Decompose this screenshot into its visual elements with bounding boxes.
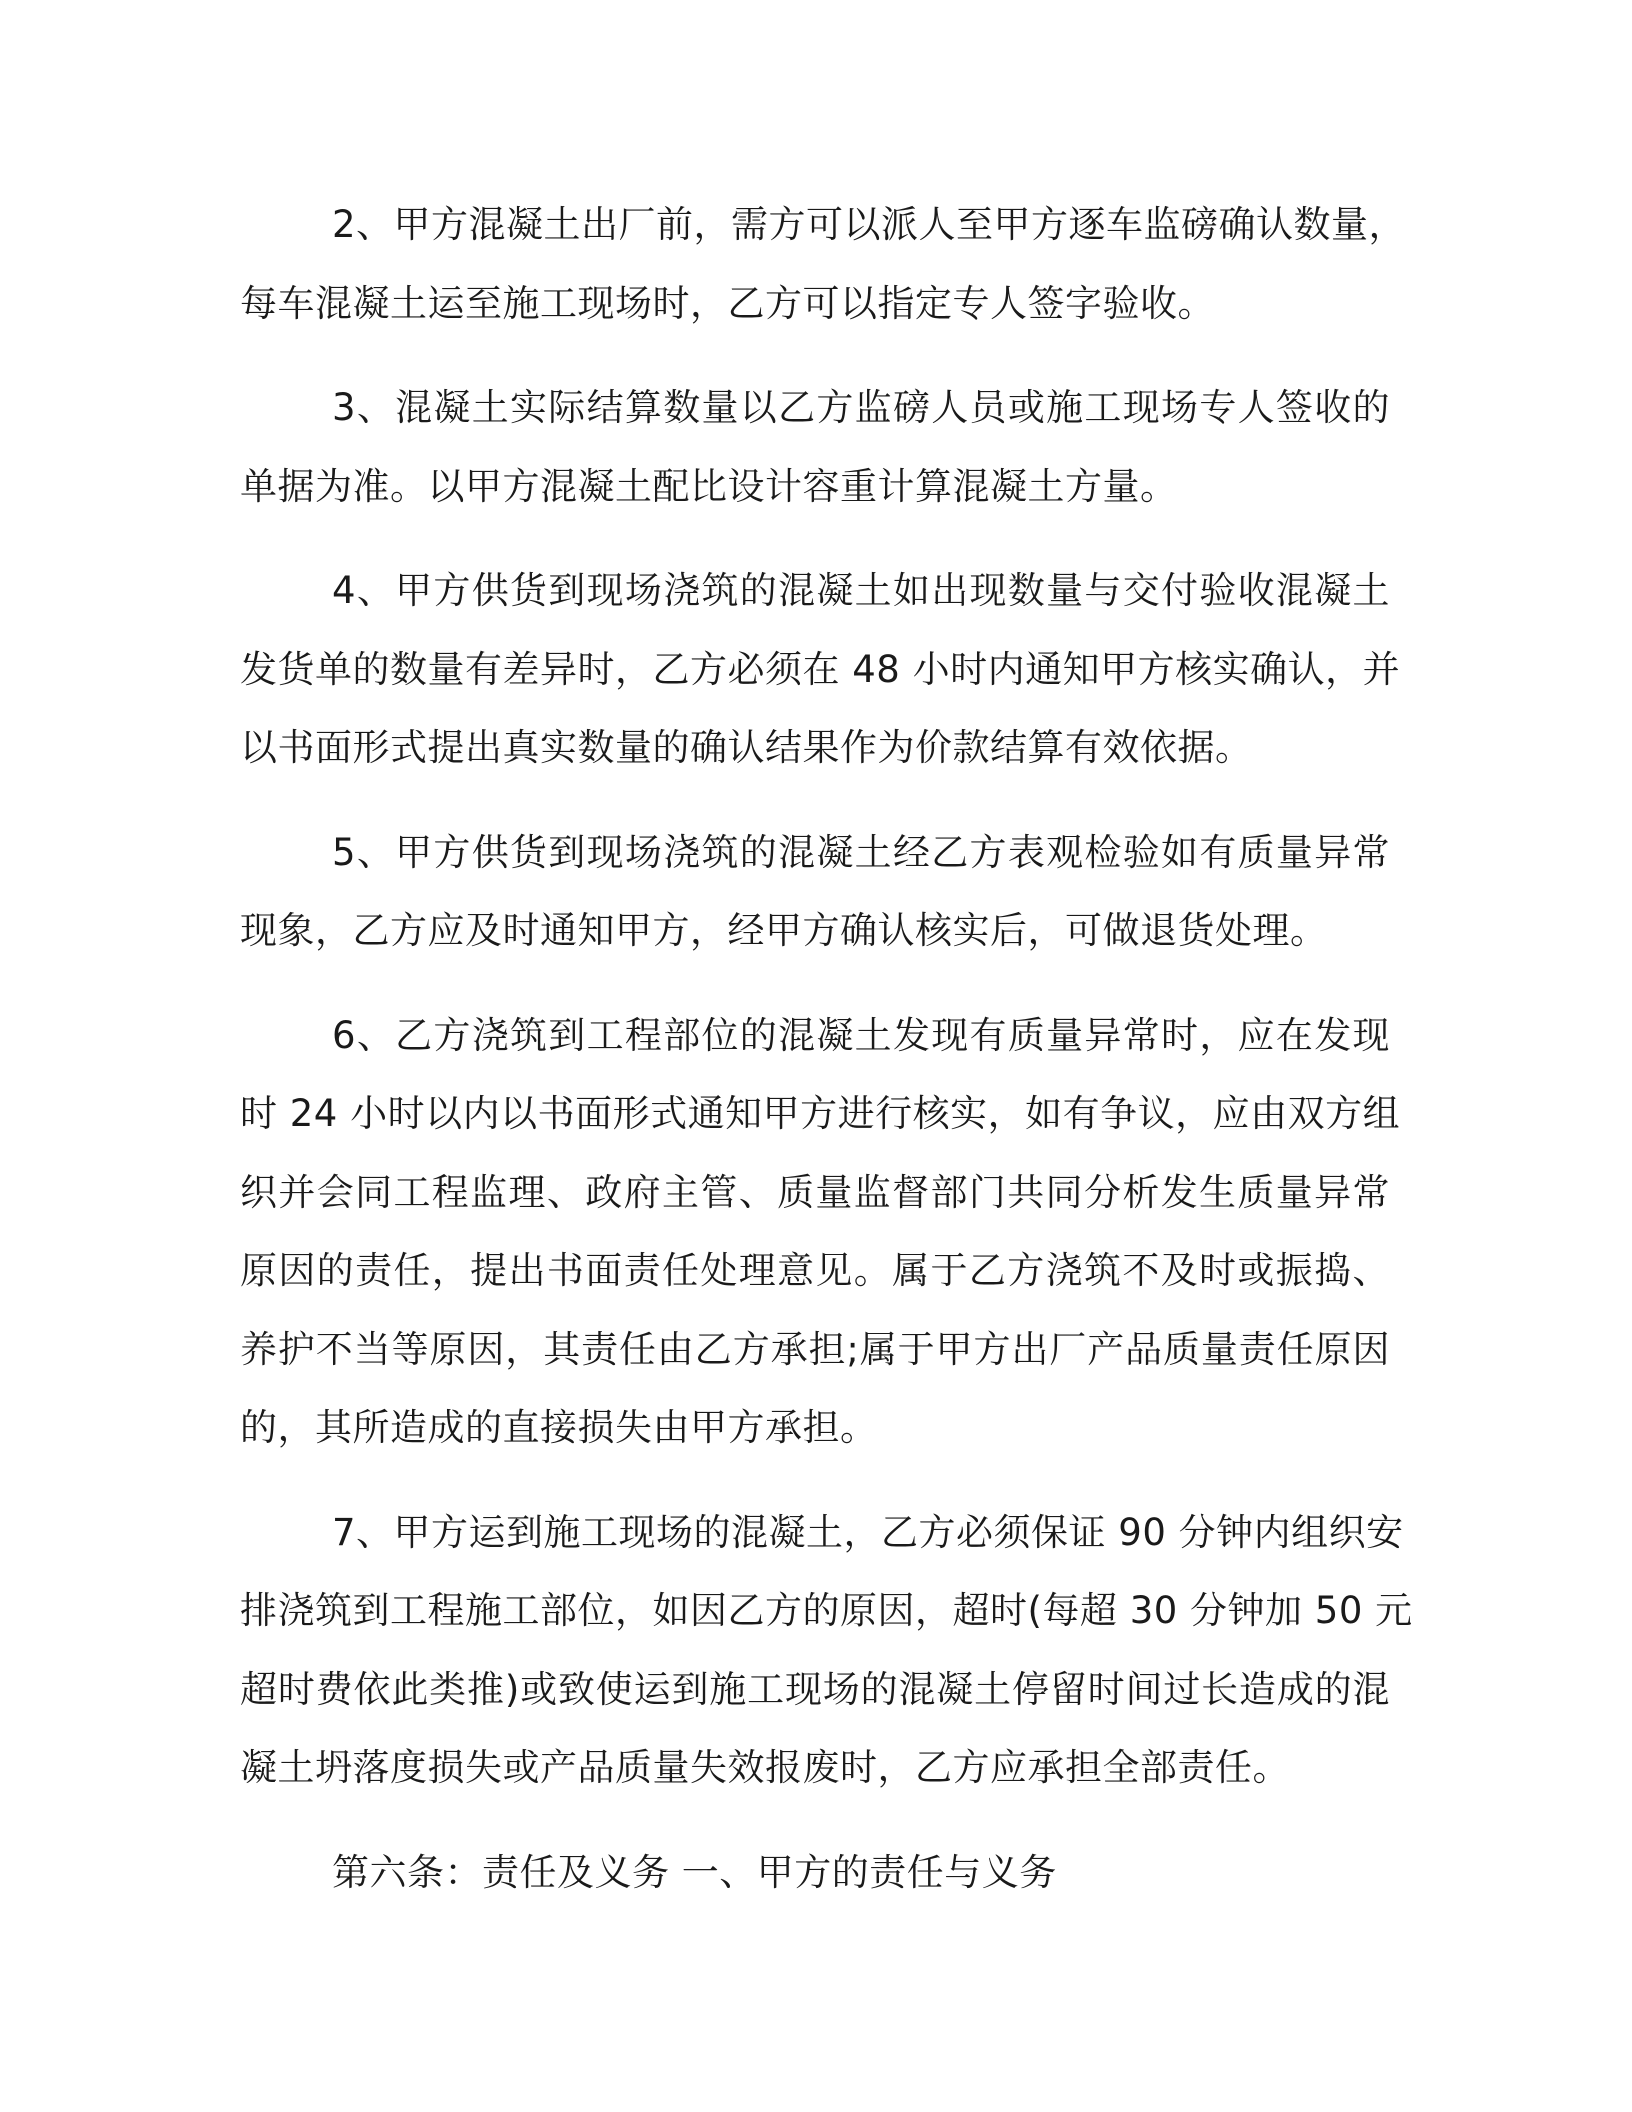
section-heading-text: 第六条：责任及义务 一、甲方的责任与义务 — [332, 1850, 1057, 1894]
clause-2 — [240, 186, 1407, 343]
clause-4-line-1: 4、甲方供货到现场浇筑的混凝土如出现数量与交付验收混凝土 — [332, 569, 1390, 612]
section-heading-article-6 — [240, 1834, 1390, 1913]
document-body — [240, 186, 1413, 1938]
clause-7-line-1: 7、甲方运到施工现场的混凝土，乙方必须保证 90 分钟内组织安 — [332, 1510, 1404, 1554]
clause-4 — [240, 552, 1401, 788]
clause-3-line-1: 3、混凝土实际结算数量以乙方监磅人员或施工现场专人签收的 — [332, 386, 1390, 429]
clause-5-line-1: 5、甲方供货到现场浇筑的混凝土经乙方表观检验如有质量异常 — [332, 830, 1390, 874]
clause-7 — [240, 1494, 1413, 1808]
clause-4-line-3: 以书面形式提出真实数量的确认结果作为价款结算有效依据。 — [240, 726, 1253, 769]
clause-3-line-2: 单据为准。以甲方混凝土配比设计容重计算混凝土方量。 — [240, 464, 1178, 508]
clause-2-line-2: 每车混凝土运至施工现场时，乙方可以指定专人签字验收。 — [240, 281, 1215, 325]
clause-5-line-2: 现象，乙方应及时通知甲方，经甲方确认核实后，可做退货处理。 — [240, 909, 1328, 952]
clause-2-line-1: 2、甲方混凝土出厂前，需方可以派人至甲方逐车监磅确认数量， — [332, 203, 1407, 246]
clause-7-line-4: 凝土坍落度损失或产品质量失效报废时，乙方应承担全部责任。 — [240, 1746, 1290, 1789]
clause-6 — [240, 997, 1401, 1468]
clause-7-line-2: 排浇筑到工程施工部位，如因乙方的原因，超时(每超 30 分钟加 50 元 — [240, 1589, 1413, 1632]
clause-7-line-3: 超时费依此类推)或致使运到施工现场的混凝土停留时间过长造成的混 — [240, 1667, 1390, 1711]
clause-3 — [240, 369, 1390, 526]
clause-6-line-6: 的，其所造成的直接损失由甲方承担。 — [240, 1406, 878, 1449]
clause-6-line-1: 6、乙方浇筑到工程部位的混凝土发现有质量异常时，应在发现 — [332, 1013, 1390, 1057]
clause-6-line-2: 时 24 小时以内以书面形式通知甲方进行核实，如有争议，应由双方组 — [240, 1092, 1401, 1135]
clause-5 — [240, 814, 1390, 971]
clause-6-line-3: 织并会同工程监理、政府主管、质量监督部门共同分析发生质量异常 — [240, 1170, 1390, 1214]
clause-4-line-2: 发货单的数量有差异时，乙方必须在 48 小时内通知甲方核实确认，并 — [240, 647, 1401, 691]
clause-6-line-5: 养护不当等原因，其责任由乙方承担;属于甲方出厂产品质量责任原因 — [240, 1327, 1390, 1371]
clause-6-line-4: 原因的责任，提出书面责任处理意见。属于乙方浇筑不及时或振捣、 — [240, 1249, 1390, 1292]
